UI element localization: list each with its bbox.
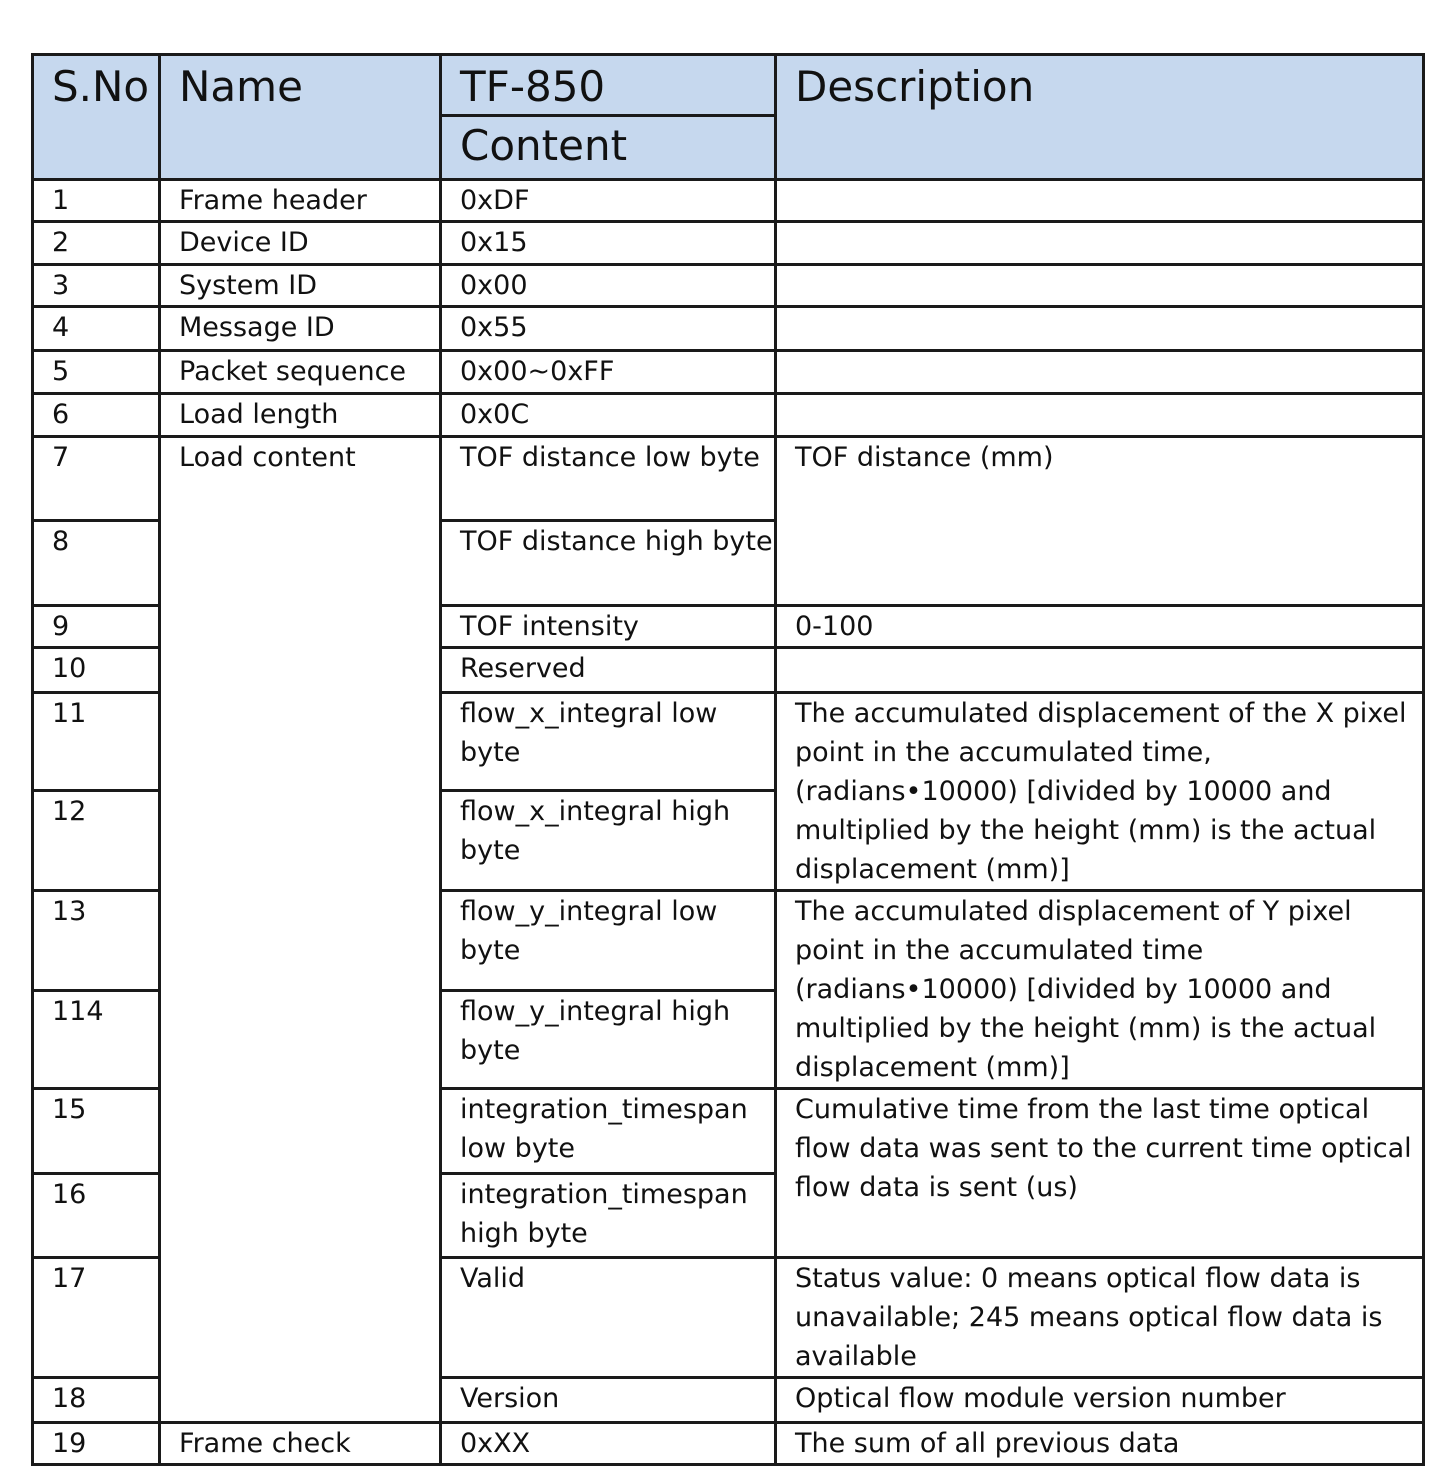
row-name-load-content: Load content bbox=[160, 437, 441, 1423]
table-row bbox=[33, 1423, 1424, 1465]
row-description: Cumulative time from the last time optical flow data was sent to the current time optical flow data is sent (us) bbox=[776, 1089, 1424, 1258]
header-name: Name bbox=[160, 55, 441, 180]
header-description: Description bbox=[776, 55, 1424, 180]
row-content: TOF distance high byte bbox=[441, 521, 776, 606]
row-name: Load length bbox=[160, 394, 441, 437]
header-model: TF-850 bbox=[441, 55, 776, 116]
protocol-table bbox=[31, 53, 1425, 1466]
row-content: flow_x_integral low byte bbox=[441, 693, 776, 791]
row-sno: 15 bbox=[33, 1089, 160, 1174]
header-content: Content bbox=[441, 116, 776, 180]
row-content: 0xXX bbox=[441, 1423, 776, 1465]
row-description bbox=[776, 180, 1424, 222]
header-sno: S.No bbox=[33, 55, 160, 180]
row-sno: 12 bbox=[33, 790, 160, 890]
row-description: TOF distance (mm) bbox=[776, 437, 1424, 606]
row-content: flow_x_integral high byte bbox=[441, 790, 776, 890]
row-name: Frame check bbox=[160, 1423, 441, 1465]
row-content: flow_y_integral low byte bbox=[441, 891, 776, 991]
row-sno: 9 bbox=[33, 606, 160, 648]
row-content: TOF intensity bbox=[441, 606, 776, 648]
row-description bbox=[776, 351, 1424, 394]
row-sno: 7 bbox=[33, 437, 160, 521]
table-row bbox=[33, 307, 1424, 351]
table-row bbox=[33, 437, 1424, 521]
row-description: Status value: 0 means optical flow data is unavailable; 245 means optical flow data is available bbox=[776, 1258, 1424, 1378]
row-sno: 19 bbox=[33, 1423, 160, 1465]
row-content: TOF distance low byte bbox=[441, 437, 776, 521]
row-content: Version bbox=[441, 1378, 776, 1423]
row-name: Packet sequence bbox=[160, 351, 441, 394]
row-name: System ID bbox=[160, 265, 441, 307]
row-sno: 11 bbox=[33, 693, 160, 791]
row-sno: 6 bbox=[33, 394, 160, 437]
row-sno: 10 bbox=[33, 648, 160, 693]
row-content: 0x0C bbox=[441, 394, 776, 437]
row-description: The accumulated displacement of the X pixel point in the accumulated time, (radians•10000) [divided by 10000 and multiplied by the height (mm) is the actual displacement (mm)] bbox=[776, 693, 1424, 891]
row-sno: 18 bbox=[33, 1378, 160, 1423]
table-row bbox=[33, 351, 1424, 394]
table-row bbox=[33, 265, 1424, 307]
row-content: Reserved bbox=[441, 648, 776, 693]
row-description bbox=[776, 394, 1424, 437]
row-sno: 17 bbox=[33, 1258, 160, 1378]
table-row bbox=[33, 222, 1424, 265]
row-description: 0-100 bbox=[776, 606, 1424, 648]
row-description bbox=[776, 307, 1424, 351]
row-sno: 5 bbox=[33, 351, 160, 394]
row-name: Message ID bbox=[160, 307, 441, 351]
row-content: 0x15 bbox=[441, 222, 776, 265]
row-content: Valid bbox=[441, 1258, 776, 1378]
row-sno: 13 bbox=[33, 891, 160, 991]
row-description bbox=[776, 222, 1424, 265]
row-sno: 16 bbox=[33, 1174, 160, 1258]
header-row bbox=[33, 55, 1424, 116]
table-row bbox=[33, 180, 1424, 222]
row-content: 0x00 bbox=[441, 265, 776, 307]
row-sno: 3 bbox=[33, 265, 160, 307]
row-description bbox=[776, 648, 1424, 693]
row-content: 0x00~0xFF bbox=[441, 351, 776, 394]
row-name: Device ID bbox=[160, 222, 441, 265]
row-sno: 4 bbox=[33, 307, 160, 351]
row-sno: 1 bbox=[33, 180, 160, 222]
row-description: The accumulated displacement of Y pixel point in the accumulated time (radians•10000) [divided by 10000 and multiplied by the height (mm) is the actual displacement (mm)] bbox=[776, 891, 1424, 1089]
row-content: integration_timespan high byte bbox=[441, 1174, 776, 1258]
row-content: flow_y_integral high byte bbox=[441, 990, 776, 1088]
row-content: 0xDF bbox=[441, 180, 776, 222]
row-name: Frame header bbox=[160, 180, 441, 222]
row-sno: 8 bbox=[33, 521, 160, 606]
row-description: Optical flow module version number bbox=[776, 1378, 1424, 1423]
row-description bbox=[776, 265, 1424, 307]
row-sno: 114 bbox=[33, 990, 160, 1088]
row-sno: 2 bbox=[33, 222, 160, 265]
row-content: integration_timespan low byte bbox=[441, 1089, 776, 1174]
row-description: The sum of all previous data bbox=[776, 1423, 1424, 1465]
table-row bbox=[33, 394, 1424, 437]
row-content: 0x55 bbox=[441, 307, 776, 351]
